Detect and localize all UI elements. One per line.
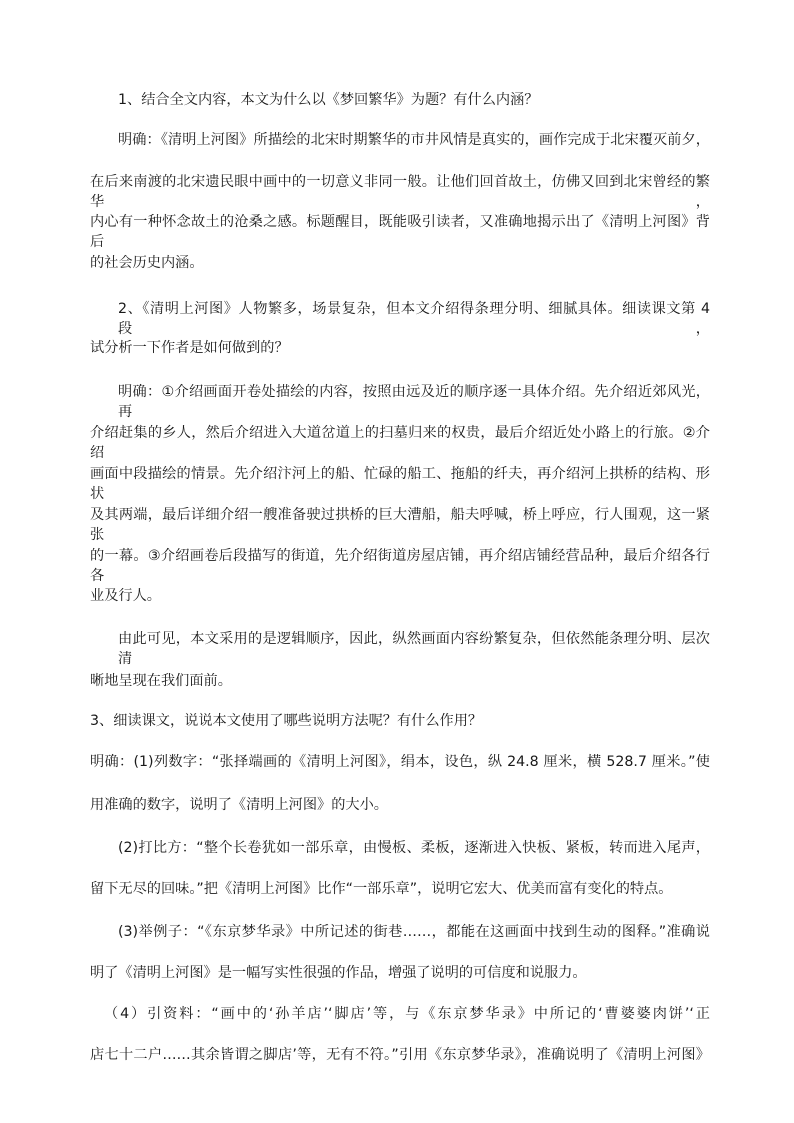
answer-3-item-2-line-2: 留下无尽的回味。”把《清明上河图》比作“一部乐章”，说明它宏大、优美而富有变化的特点。 xyxy=(90,881,673,897)
conclusion-line-2: 晰地呈现在我们面前。 xyxy=(90,673,232,689)
answer-2-line-5: 的一幕。③介绍画卷后段描写的街道，先介绍街道房屋店铺，再介绍店铺经营品种，最后介绍各行各 xyxy=(90,548,710,584)
question-3: 3、细读课文，说说本文使用了哪些说明方法呢？有什么作用？ xyxy=(90,713,483,729)
answer-2-line-3: 画面中段描绘的情景。先介绍汴河上的船、忙碌的船工、拖船的纤夫，再介绍河上拱桥的结构、形状 xyxy=(90,466,710,502)
question-1: 1、结合全文内容，本文为什么以《梦回繁华》为题？有什么内涵？ xyxy=(118,92,539,108)
answer-3-item-1-line-1: 明确：(1)列数字：“张择端画的《清明上河图》，绢本，设色，纵 24.8 厘米，横 528.7 厘米。”使 xyxy=(90,754,710,770)
answer-2-line-1: 明确：①介绍画面开卷处描绘的内容，按照由远及近的顺序逐一具体介绍。先介绍近郊风光，再 xyxy=(118,384,710,420)
answer-2-line-2: 介绍赶集的乡人，然后介绍进入大道岔道上的扫墓归来的权贵，最后介绍近处小路上的行旅。②介绍 xyxy=(90,425,710,461)
answer-3-item-1-line-2: 用准确的数字，说明了《清明上河图》的大小。 xyxy=(90,797,388,813)
answer-1-line-2: 在后来南渡的北宋遗民眼中画中的一切意义非同一般。让他们回首故土，仿佛又回到北宋曾经的繁华， xyxy=(90,174,710,210)
conclusion-line-1: 由此可见，本文采用的是逻辑顺序，因此，纵然画面内容纷繁复杂，但依然能条理分明、层次清 xyxy=(118,631,710,667)
answer-2-line-6: 业及行人。 xyxy=(90,588,161,604)
question-2-line-2: 试分析一下作者是如何做到的？ xyxy=(90,340,289,356)
answer-3-item-4-line-1: （4）引资料：“画中的‘孙羊店’‘脚店’等，与《东京梦华录》中所记的‘曹婆婆肉饼’‘正 xyxy=(104,1006,710,1022)
answer-3-item-3-line-1: (3)举例子：“《东京梦华录》中所记述的街巷……，都能在这画面中找到生动的图释。”准确说 xyxy=(118,924,710,940)
answer-3-item-2-line-1: (2)打比方：“整个长卷犹如一部乐章，由慢板、柔板，逐渐进入快板、紧板，转而进入尾声， xyxy=(118,840,710,856)
answer-1-line-3: 内心有一种怀念故土的沧桑之感。标题醒目，既能吸引读者，又准确地揭示出了《清明上河图》背后 xyxy=(90,214,710,250)
answer-3-item-4-line-2: 店七十二户……其余皆谓之脚店’等，无有不符。”引用《东京梦华录》，准确说明了《清明上河图》 xyxy=(90,1047,710,1063)
answer-2-line-4: 及其两端，最后详细介绍一艘准备驶过拱桥的巨大漕船，船夫呼喊，桥上呼应，行人围观，这一紧张 xyxy=(90,507,710,543)
answer-3-item-3-line-2: 明了《清明上河图》是一幅写实性很强的作品，增强了说明的可信度和说服力。 xyxy=(90,965,587,981)
question-2-line-1: 2、《清明上河图》人物繁多，场景复杂，但本文介绍得条理分明、细腻具体。细读课文第 4 段， xyxy=(118,301,710,337)
answer-1-line-1: 明确：《清明上河图》所描绘的北宋时期繁华的市井风情是真实的，画作完成于北宋覆灭前夕， xyxy=(118,132,710,148)
answer-1-line-4: 的社会历史内涵。 xyxy=(90,255,204,271)
